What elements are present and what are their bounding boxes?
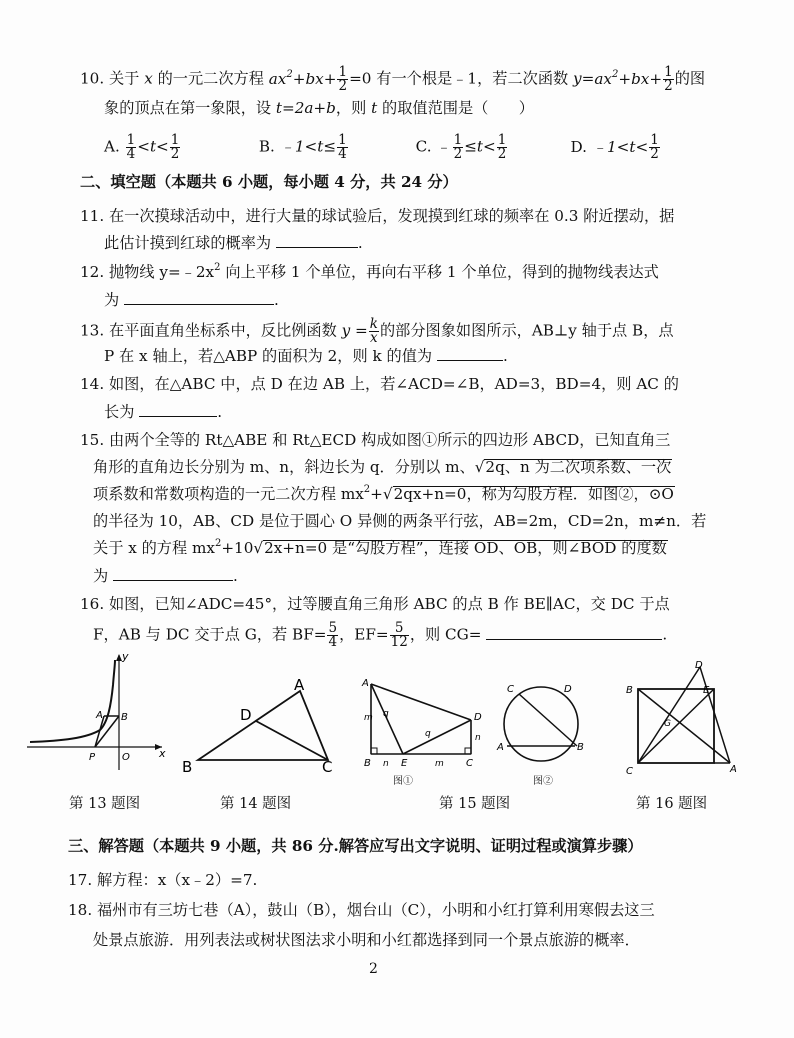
- q15-sqrt-text: 2q、n 为二次项系数、一次: [485, 458, 672, 476]
- caption-15: 第 15 题图: [439, 796, 511, 812]
- q15-line3: 项系数和常数项构造的一元二次方程 $mx^2+√2qx+n=0$，称为勾股方程．如图②，⊙O: [93, 484, 674, 503]
- q10-frac-half: $\frac{1}{2}$: [664, 64, 673, 94]
- q10-text: 的一元二次方程: [157, 69, 264, 88]
- q12-number: 12.: [80, 263, 105, 281]
- label-G: G: [664, 719, 671, 729]
- q16-answer-blank[interactable]: [486, 625, 662, 640]
- label-m: m: [364, 713, 373, 723]
- label-B: B: [364, 758, 371, 769]
- label-n: n: [383, 759, 389, 769]
- q14-line2: 长为 .: [104, 403, 223, 421]
- label-D: D: [240, 706, 252, 724]
- q13-answer-blank[interactable]: [437, 346, 503, 361]
- q15-text: 由两个全等的 Rt△ABE 和 Rt△ECD 构成如图①所示的四边形 ABCD，已知直角三: [108, 431, 671, 449]
- q18-text: 福州市有三坊七巷（A），鼓山（B），烟台山（C），小明和小红打算利用寒假去这三: [96, 901, 655, 919]
- q10-t-def: t=2a+b: [275, 99, 336, 117]
- hyperbola-curve: [30, 660, 115, 742]
- q13-line2: P 在 x 轴上，若△ABP 的面积为 2，则 k 的值为 .: [104, 347, 508, 365]
- q13-number: 13.: [80, 321, 105, 340]
- q15-text: 角形的直角边长分别为 m、n，斜边长为 q．分别以 m、: [93, 458, 475, 476]
- q16-text: 如图，已知∠ADC=45°，过等腰直角三角形 ABC 的点 B 作 BE∥AC，交 DC 于点: [108, 595, 670, 613]
- q17-text: 解方程：x（x﹣2）=7.: [96, 871, 258, 889]
- q10-y-eq: y=: [573, 69, 595, 88]
- q13-text: P 在 x 轴上，若△ABP 的面积为 2，则 k 的值为: [104, 347, 433, 365]
- q16-line2: F，AB 与 DC 交于点 G，若 BF= $\frac{5}{4}$ ，EF= $\frac{5}{12}$ ，则 CG= .: [93, 620, 668, 650]
- label-C: C: [626, 766, 633, 777]
- q15-line4: [93, 511, 706, 531]
- q12-line2: 为 .: [104, 291, 279, 309]
- q12-text: 为: [104, 291, 120, 309]
- q11-answer-blank[interactable]: [276, 233, 358, 248]
- q11-line2: 此估计摸到红球的概率为 .: [104, 234, 363, 252]
- figure-13: [22, 650, 172, 775]
- q18-line1: [68, 900, 655, 920]
- q11-line1: [80, 206, 674, 226]
- label-A: A: [294, 676, 305, 694]
- q18-line2: [93, 930, 640, 950]
- q14-answer-blank[interactable]: [139, 402, 217, 417]
- figure-15: [355, 676, 617, 776]
- q13-y: y =: [341, 321, 368, 340]
- q17-line: [68, 870, 257, 890]
- q10-text: 的图: [674, 69, 706, 88]
- q13-line1: [80, 318, 674, 345]
- q15-sqrt-text: 2qx+n=0，称为勾股方程．如图②，⊙O: [393, 485, 674, 503]
- q10-option-c: C. ﹣ $\frac{1}{2}$ ≤t< $\frac{1}{2}$: [415, 132, 507, 162]
- label-m: m: [435, 759, 444, 769]
- label-O: O: [122, 752, 130, 763]
- q16-text: ，EF=: [339, 625, 389, 644]
- q15-line6: 为 .: [93, 567, 238, 585]
- q12-line1: 12. 抛物线 $y=﹣2x^2$ 向上平移 1 个单位，再向右平移 1 个单位，得到的抛物线表达式: [80, 262, 659, 281]
- q10-text: ，则: [335, 99, 367, 117]
- q10-line2: [104, 98, 534, 118]
- q10-eq-lhs: $ax^2+bx+$: [268, 68, 337, 88]
- segment-CD: [256, 721, 328, 760]
- caption-13: 第 13 题图: [69, 796, 141, 812]
- label-B: B: [626, 685, 633, 696]
- segment-CE: [638, 689, 714, 763]
- label-q: q: [383, 709, 389, 719]
- section3-title: 三、解答题（本题共 9 小题，共 86 分.解答应写出文字说明、证明过程或演算步骤）: [68, 837, 643, 855]
- q10-func: $ax^2+bx+$: [594, 68, 663, 88]
- q18-text: 处景点旅游．用列表法或树状图法求小明和小红都选择到同一个景点旅游的概率．: [93, 931, 640, 949]
- figure-15-2: [496, 684, 584, 761]
- q10-var-x: x: [144, 69, 153, 88]
- q16-text: F，AB 与 DC 交于点 G，若 BF=: [93, 625, 327, 644]
- q10-line1: [80, 66, 705, 93]
- label-A: A: [96, 710, 103, 721]
- q11-text: 此估计摸到红球的概率为: [104, 234, 272, 252]
- q14-number: 14.: [80, 375, 105, 393]
- q15-line1: [80, 430, 670, 450]
- figure-15-1: [361, 678, 482, 769]
- q17-number: 17.: [68, 871, 93, 889]
- q10-var-t: t: [371, 99, 378, 117]
- label-x: x: [159, 747, 166, 760]
- q15-sqrt-text: 2x+n=0 是“勾股方程”，连接 OD、OB，则∠BOD 的度数: [264, 539, 667, 557]
- section2-title: 二、填空题（本题共 6 小题，每小题 4 分，共 24 分）: [80, 173, 458, 191]
- q10-option-d: D. ﹣1<t< $\frac{1}{2}$: [570, 132, 659, 162]
- figure-16: [622, 655, 742, 777]
- figure-14: [178, 676, 350, 776]
- label-B: B: [121, 712, 128, 723]
- q12-text: 抛物线 y=﹣2x: [108, 263, 215, 281]
- q15-text: 为: [93, 567, 109, 585]
- caption-14: 第 14 题图: [220, 796, 292, 812]
- q16-number: 16.: [80, 595, 105, 613]
- label-E: E: [401, 758, 408, 769]
- label-C: C: [507, 684, 514, 695]
- label-y: y: [122, 650, 129, 663]
- q10-number: 10.: [80, 69, 105, 88]
- q18-number: 18.: [68, 901, 93, 919]
- label-B: B: [182, 758, 193, 776]
- q15-text: 项系数和常数项构造的一元二次方程 mx: [93, 485, 364, 503]
- caption-16: 第 16 题图: [636, 796, 708, 812]
- q10-text: 的取值范围是（ ）: [382, 99, 534, 117]
- q10-frac-half: $\frac{1}{2}$: [338, 64, 348, 94]
- segment-DA: [700, 667, 730, 763]
- circle-O: [504, 687, 578, 761]
- q14-text: 长为: [104, 403, 135, 421]
- label-A: A: [730, 764, 737, 775]
- label-D: D: [474, 712, 482, 723]
- q13-frac-kx: $\frac{k}{x}$: [369, 316, 378, 346]
- q15-number: 15.: [80, 431, 105, 449]
- label-D: D: [695, 660, 703, 671]
- label-A: A: [362, 678, 369, 689]
- q10-options: [104, 134, 661, 161]
- page-number: 2: [369, 961, 378, 977]
- q14-text: 如图，在△ABC 中，点 D 在边 AB 上，若∠ACD=∠B，AD=3，BD=4，则 AC 的: [108, 375, 679, 393]
- segment-ED: [403, 720, 471, 754]
- q15-line5: 关于 x 的方程 $mx^2+10√2x+n=0$ 是“勾股方程”，连接 OD、OB，则∠BOD 的度数: [93, 538, 667, 557]
- chord-CD: [519, 694, 577, 746]
- q10-option-a: A. $\frac{1}{4}$ <t< $\frac{1}{2}$: [104, 132, 180, 162]
- q15-line2: 角形的直角边长分别为 m、n，斜边长为 q．分别以 m、√2q、n 为二次项系数、一次: [93, 458, 672, 476]
- q12-text: 向上平移 1 个单位，再向右平移 1 个单位，得到的抛物线表达式: [225, 263, 659, 281]
- label-D: D: [564, 684, 572, 695]
- segment-BA: [638, 689, 730, 763]
- label-E: E: [703, 685, 710, 696]
- q10-text: 关于: [108, 69, 140, 88]
- figure-15-1-caption: 图①: [393, 776, 413, 787]
- q10-option-b: B. ﹣1<t≤ $\frac{1}{4}$: [258, 132, 347, 162]
- q13-text: 的部分图象如图所示，AB⊥y 轴于点 B，点: [379, 321, 674, 340]
- q13-text: 在平面直角坐标系中，反比例函数: [108, 321, 337, 340]
- q12-answer-blank[interactable]: [124, 290, 274, 305]
- figure-15-2-caption: 图②: [533, 776, 553, 787]
- right-angle-B: [371, 748, 377, 754]
- right-angle-C: [465, 748, 471, 754]
- label-B: B: [577, 742, 584, 753]
- label-q: q: [425, 729, 431, 739]
- q15-text: 关于 x 的方程 mx: [93, 539, 215, 557]
- q11-text: 在一次摸球活动中，进行大量的球试验后，发现摸到红球的频率在 0.3 附近摆动，据: [108, 207, 675, 225]
- q15-answer-blank[interactable]: [113, 566, 233, 581]
- label-n: n: [475, 733, 481, 743]
- segment-CD: [638, 667, 700, 763]
- q16-line1: [80, 594, 670, 614]
- q10-text: 象的顶点在第一象限，设: [104, 99, 272, 117]
- label-A: A: [497, 742, 504, 753]
- q11-number: 11.: [80, 207, 105, 225]
- label-C: C: [322, 758, 333, 776]
- q16-text: ，则 CG=: [409, 625, 482, 644]
- q14-line1: [80, 374, 679, 394]
- label-P: P: [89, 752, 96, 763]
- q10-text: =0 有一个根是﹣1，若二次函数: [349, 69, 569, 88]
- q15-text: 的半径为 10，AB、CD 是位于圆心 O 异侧的两条平行弦，AB=2m，CD=2n，m≠n．若: [93, 512, 707, 530]
- label-C: C: [466, 758, 473, 769]
